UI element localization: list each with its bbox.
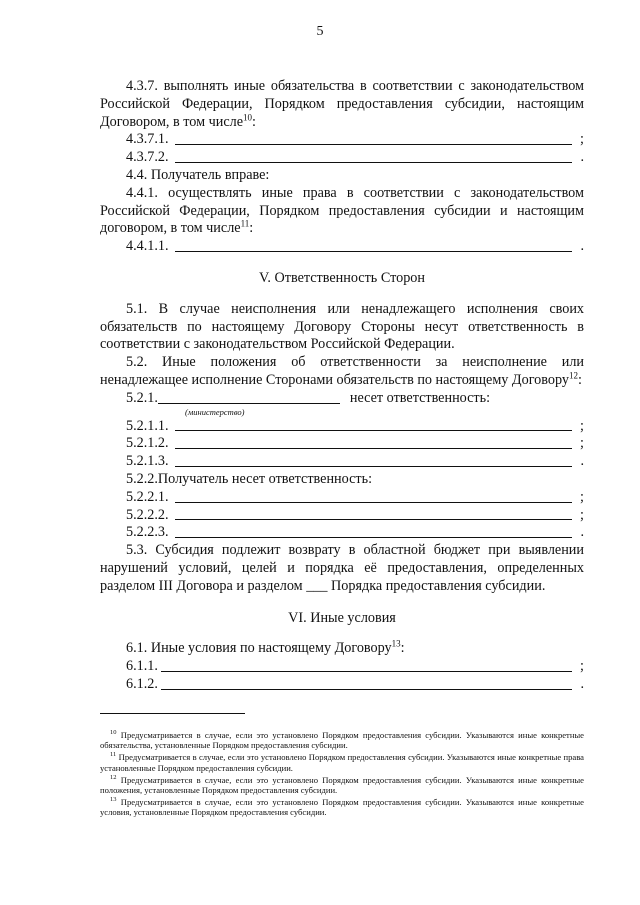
footnote-13: $^{13}$ Предусматривается в случае, если это установлено Порядком предоставления субсидии. Указываются иные конкретные условия, установленные Порядком предоставления субсидии. xyxy=(100,796,585,818)
footnote-ref-11: 11 xyxy=(240,218,250,229)
footnote-ref-12: 12 xyxy=(568,370,578,381)
clause-4-4: 4.4. Получатель вправе: xyxy=(126,166,270,183)
clause-5-3: 5.3. Субсидия подлежит возврату в областной бюджет при выявлении нарушений условий, целей и порядка её предоставления, определенных разделом III Договора и разделом ___ Порядка предоставления субсидии. xyxy=(100,542,584,594)
fill-line-5-2-2-1: 5.2.2.1. ; xyxy=(126,488,584,505)
blank-line xyxy=(175,430,572,431)
clause-5-2: 5.2. Иные положения об ответственности за неисполнение или ненадлежащее исполнение Сторонами обязательств по настоящему Договору$^{12}$: xyxy=(100,354,584,388)
blank-line xyxy=(175,162,572,163)
fill-line-4-3-7-1: 4.3.7.1. ; xyxy=(126,131,584,148)
fill-line-5-2-1-3: 5.2.1.3. . xyxy=(126,453,584,470)
footnote-11: $^{11}$ Предусматривается в случае, если это установлено Порядком предоставления субсидии. Указываются иные конкретные права установленные Порядком предоставления субсидии. xyxy=(100,751,584,773)
blank-line xyxy=(161,671,572,672)
fill-line-6-1-1: 6.1.1. ; xyxy=(126,658,584,675)
footnote-ref-10: 10 xyxy=(243,111,253,122)
fill-line-5-2-1-2: 5.2.1.2. ; xyxy=(126,435,584,452)
blank-line xyxy=(175,448,572,449)
footnote-12: $^{12}$ Предусматривается в случае, если это установлено Порядком предоставления субсидии. Указываются иные конкретные положения, установленные Порядком предоставления субсидии. xyxy=(100,773,585,796)
fill-line-6-1-2: 6.1.2. . xyxy=(126,675,584,692)
fill-line-5-2-1: 5.2.1. несет ответственность: xyxy=(126,389,491,406)
blank-line xyxy=(175,144,572,145)
section-5-heading: V. Ответственность Сторон xyxy=(259,269,425,286)
blank-line-ministry xyxy=(158,403,340,404)
fill-line-4-3-7-2: 4.3.7.2. . xyxy=(126,149,584,166)
footnote-10: $^{10}$ Предусматривается в случае, если это установлено Порядком предоставления субсидии. Указываются иные конкретные обязательства, установленные Порядком предоставления субсидии. xyxy=(100,729,585,751)
blank-line xyxy=(175,537,572,538)
fill-line-4-4-1-1: 4.4.1.1. . xyxy=(126,238,584,255)
clause-5-2-2: 5.2.2.Получатель несет ответственность: xyxy=(126,470,373,487)
clause-4-3-7: 4.3.7. выполнять иные обязательства в соответствии с законодательством Российской Федерации, Порядком предоставления субсидии, настоящим Договором, в том числе$^{10}$: xyxy=(100,78,584,130)
footnote-ref-13: 13 xyxy=(391,638,401,649)
fill-line-5-2-1-1: 5.2.1.1. ; xyxy=(126,417,584,434)
blank-line xyxy=(175,519,572,520)
footnotes xyxy=(100,730,584,820)
clause-6-1: 6.1. Иные условия по настоящему Договору$^{13}$: xyxy=(126,638,405,657)
fill-line-5-2-2-3: 5.2.2.3. . xyxy=(126,524,584,541)
clause-4-4-1: 4.4.1. осуществлять иные права в соответствии с законодательством Российской Федерации, Порядком предоставления субсидии и настоящим договором, в том числе$^{11}$: xyxy=(100,184,584,237)
blank-line xyxy=(161,689,572,690)
ministry-caption: (министерство) xyxy=(185,406,245,417)
clause-5-1: 5.1. В случае неисполнения или ненадлежащего исполнения своих обязательств по настоящему Договору Стороны несут ответственность в соответствии с законодательством Российской Федерации. xyxy=(100,300,584,353)
blank-line xyxy=(175,251,572,252)
fill-line-5-2-2-2: 5.2.2.2. ; xyxy=(126,506,584,523)
document-body xyxy=(100,78,584,694)
section-6-heading: VI. Иные условия xyxy=(288,609,396,626)
footnote-separator xyxy=(100,713,245,714)
blank-line xyxy=(175,466,572,467)
blank-line xyxy=(175,502,572,503)
page-number: 5 xyxy=(316,24,324,39)
